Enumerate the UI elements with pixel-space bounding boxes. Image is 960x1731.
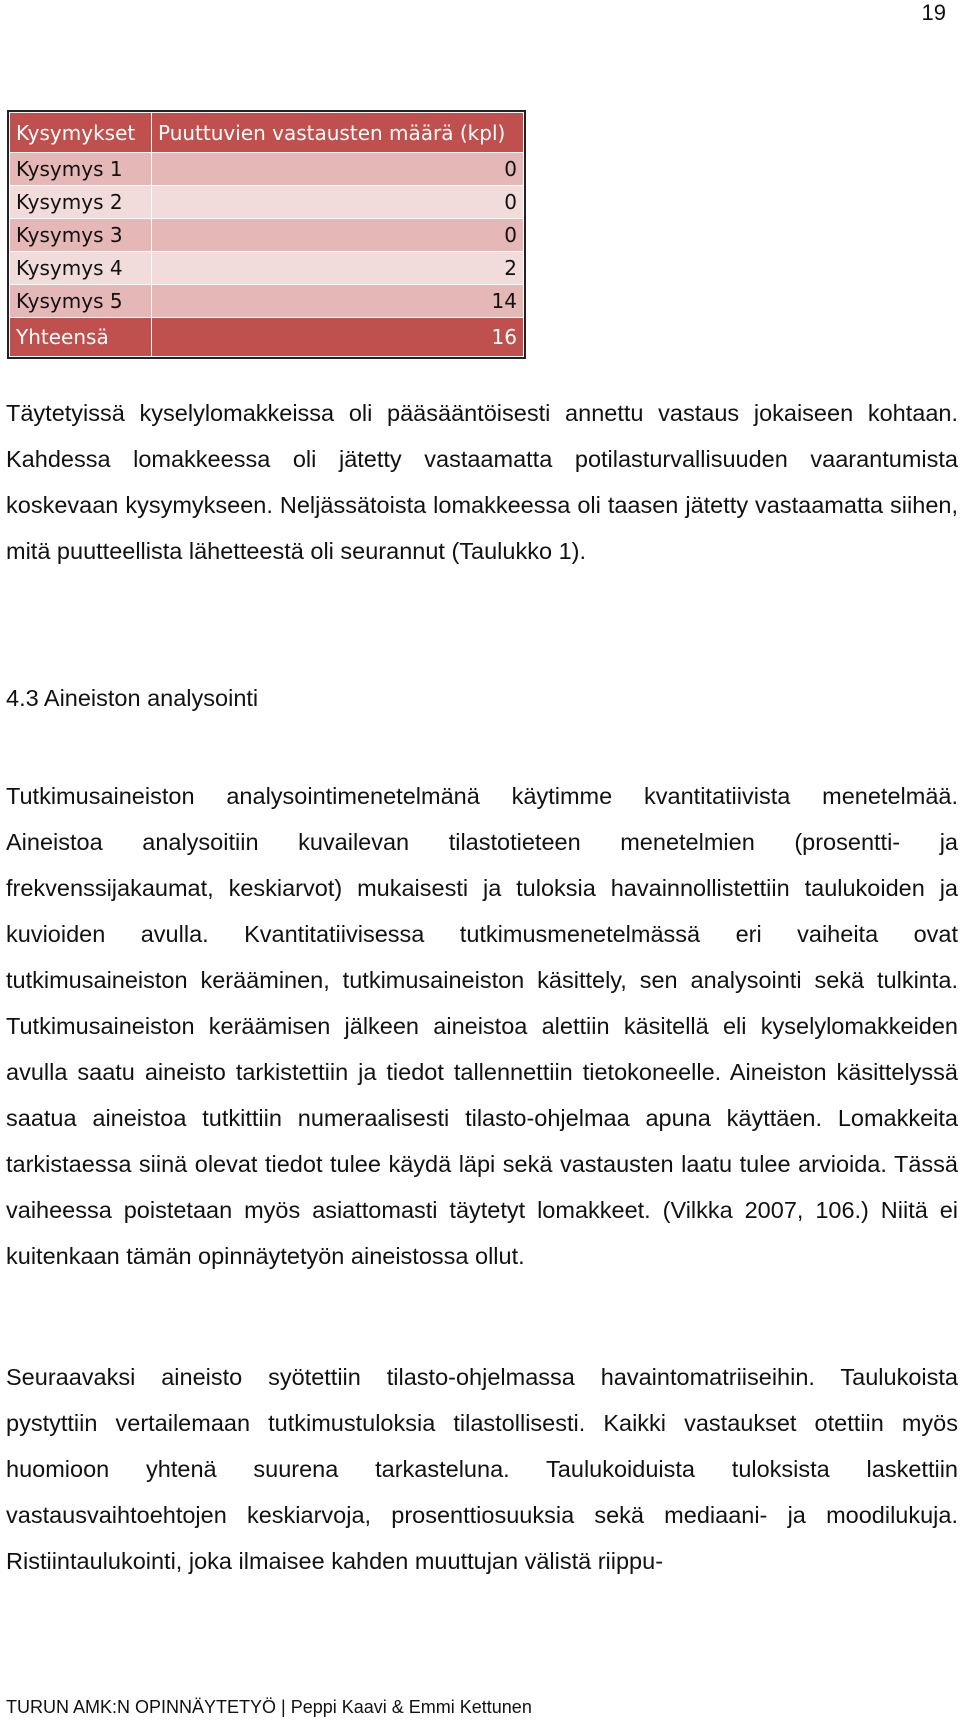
table-header-row xyxy=(10,113,524,153)
footer: TURUN AMK:N OPINNÄYTETYÖ | Peppi Kaavi & Emmi Kettunen xyxy=(6,1697,532,1717)
row-value: 0 xyxy=(152,219,524,252)
row-label: Kysymys 1 xyxy=(10,153,152,186)
page-number: 19 xyxy=(921,0,946,25)
column-header-missing-count: Puuttuvien vastausten määrä (kpl) xyxy=(152,113,524,153)
row-value: 0 xyxy=(152,153,524,186)
missing-answers-table xyxy=(7,110,526,359)
paragraph-statistics: Seuraavaksi aineisto syötettiin tilasto-ohjelmassa havaintomatriiseihin. Taulukoista pystyttiin vertailemaan tutkimustuloksia tilastollisesti. Kaikki vastaukset otettiin myös huomioon yhtenä suurena tarkasteluna. Taulukoiduista tuloksista laskettiin vastausvaihtoehtojen keskiarvoja, prosenttiosuuksia sekä mediaani- ja moodilukuja. Ristiintaulukointi, joka ilmaisee kahden muuttujan välistä riippu- xyxy=(6,1364,958,1574)
table xyxy=(9,112,524,357)
row-label: Kysymys 3 xyxy=(10,219,152,252)
row-value: 2 xyxy=(152,252,524,285)
total-label: Yhteensä xyxy=(10,318,152,357)
table-row xyxy=(10,252,524,285)
total-value: 16 xyxy=(152,318,524,357)
row-label: Kysymys 4 xyxy=(10,252,152,285)
table-row xyxy=(10,153,524,186)
row-value: 14 xyxy=(152,285,524,318)
column-header-questions: Kysymykset xyxy=(10,113,152,153)
row-label: Kysymys 2 xyxy=(10,186,152,219)
paragraph-missing-answers: Täytetyissä kyselylomakkeissa oli pääsääntöisesti annettu vastaus jokaiseen kohtaan. Kahdessa lomakkeessa oli jätetty vastaamatta potilasturvallisuuden vaarantumista koskevaan kysymykseen. Neljässätoista lomakkeessa oli taasen jätetty vastaamatta siihen, mitä puutteellista lähetteestä oli seurannut (Taulukko 1). xyxy=(6,400,958,564)
table-total-row xyxy=(10,318,524,357)
row-value: 0 xyxy=(152,186,524,219)
table-row xyxy=(10,219,524,252)
paragraph-analysis-method: Tutkimusaineiston analysointimenetelmänä käytimme kvantitatiivista menetelmää. Aineistoa analysoitiin kuvailevan tilastotieteen menetelmien (prosentti- ja frekvenssijakaumat, keskiarvot) mukaisesti ja tuloksia havainnollistettiin taulukoiden ja kuvioiden avulla. Kvantitatiivisessa tutkimusmenetelmässä eri vaiheita ovat tutkimusaineiston kerääminen, tutkimusaineiston käsittely, sen analysointi sekä tulkinta. Tutkimusaineiston keräämisen jälkeen aineistoa alettiin käsitellä eli kyselylomakkeiden avulla saatu aineisto tarkistettiin ja tiedot tallennettiin tietokoneelle. Aineiston käsittelyssä saatua aineistoa tutkittiin numeraalisesti tilasto-ohjelmaa apuna käyttäen. Lomakkeita tarkistaessa siinä olevat tiedot tulee käydä läpi sekä vastausten laatu tulee arvioida. Tässä vaiheessa poistetaan myös asiattomasti täytetyt lomakkeet. (Vilkka 2007, 106.) Niitä ei kuitenkaan tämän opinnäytetyön aineistossa ollut. xyxy=(6,783,958,1269)
row-label: Kysymys 5 xyxy=(10,285,152,318)
table-row xyxy=(10,186,524,219)
section-heading: 4.3 Aineiston analysointi xyxy=(6,685,259,711)
table-row xyxy=(10,285,524,318)
